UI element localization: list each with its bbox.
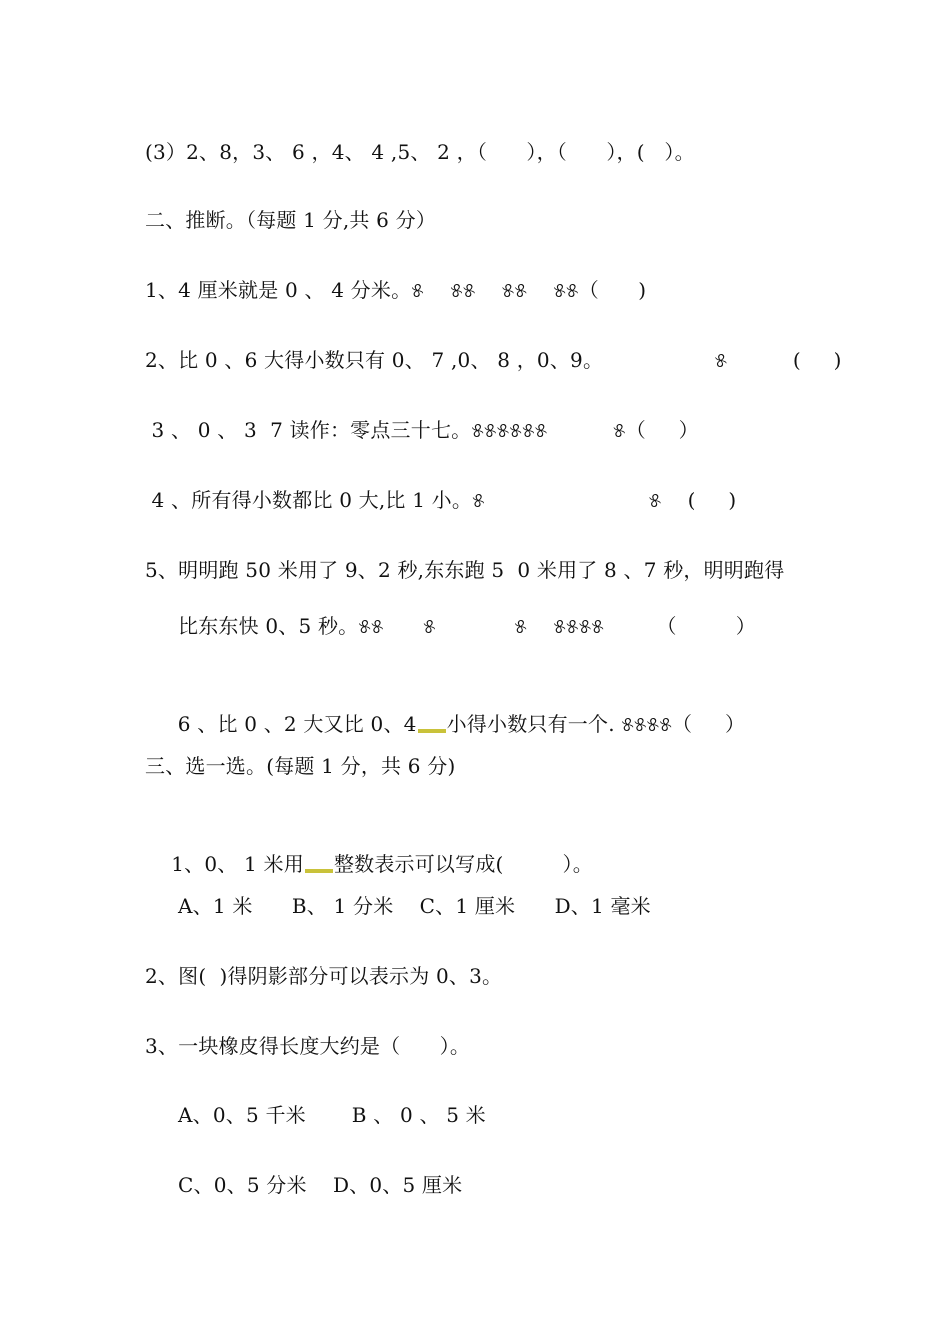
highlight-mark (305, 869, 333, 873)
choice-item-1-part-1: 1、0、 1 米用 (171, 852, 304, 876)
judge-item-3: 3 、 0 、 3 7 读作：零点三十七。୫୫୫୫୫୫ ୫（ ） (145, 418, 699, 442)
choice-item-1-part-2: 整数表示可以写成( ）。 (333, 852, 593, 876)
highlight-mark (418, 729, 446, 733)
judge-item-5-continuation: 比东东快 0、5 秒。୫୫ ୫ ୫ ୫୫୫୫ （ ） (178, 614, 756, 638)
choice-item-2: 2、图( )得阴影部分可以表示为 0、3。 (145, 964, 503, 988)
judge-item-4: 4 、所有得小数都比 0 大,比 1 小。୫ ୫ ( ) (145, 488, 737, 512)
judge-item-6-part-2: 小得小数只有一个. ୫୫୫୫（ ） (446, 712, 746, 736)
judge-item-2: 2、比 0 、6 大得小数只有 0、 7 ,0、 8 ，0、9。 ୫ ( ) (145, 348, 842, 372)
section-3-heading: 三、选一选。(每题 1 分，共 6 分) (145, 754, 456, 778)
choice-item-3-options-a-b: A、0、5 千米 B 、 0 、 5 米 (178, 1103, 486, 1127)
judge-item-1: 1、4 厘米就是 0 、 4 分米。୫ ୫୫ ୫୫ ୫୫（ ) (145, 278, 647, 302)
judge-item-5: 5、明明跑 50 米用了 9、2 秒,东东跑 5 0 米用了 8 、7 秒，明明跑得 (145, 558, 785, 582)
q1-item-3-sequence: (3）2、8，3、 6 ，4、 4 ,5、 2 ，（ ），（ ），( ）。 (145, 140, 695, 164)
choice-item-3: 3、一块橡皮得长度大约是（ ）。 (145, 1034, 471, 1058)
choice-item-3-options-c-d: C、0、5 分米 D、0、5 厘米 (178, 1173, 463, 1197)
section-2-heading: 二、推断。（每题 1 分,共 6 分） (145, 208, 437, 232)
judge-item-6-part-1: 6 、比 0 、2 大又比 0、4 (171, 712, 417, 736)
choice-item-1-options: A、1 米 B、 1 分米 C、1 厘米 D、1 毫米 (178, 894, 651, 918)
